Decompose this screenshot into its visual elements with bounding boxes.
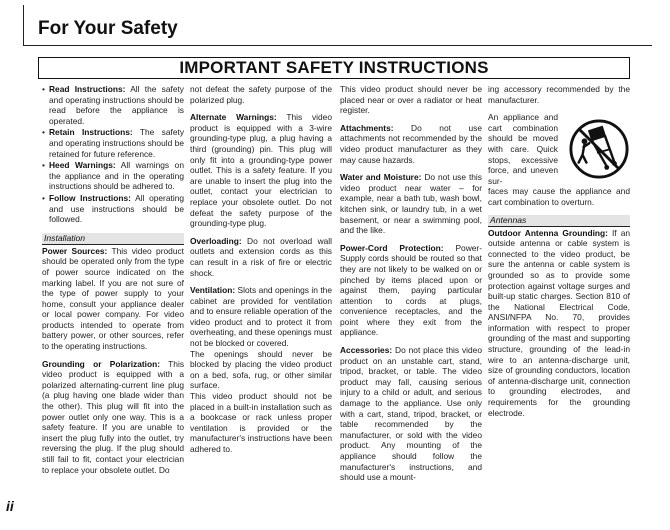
cart-warning-block [488, 112, 630, 186]
page-title: For Your Safety [38, 18, 178, 39]
ventilation-paragraph [190, 285, 332, 349]
item-text: All warnings on the appliance and in the operating instructions should be adhered to. [49, 160, 184, 192]
cart-tipover-warning-icon [568, 118, 630, 180]
paragraph-heading: Overloading: [190, 235, 242, 246]
paragraph-text: If an outside antenna or cable system is connected to the video product, be sure the antenna or cable system is grounded so as to provide some protection against voltage surges and built-up static charges. Section 810 of the National Electrical Code, ANSI/NFPA No. 70, provides information with respect to proper grounding of the mast and supporting structure, grounding of the lead-in wire to an antenna-discharge unit, size of grounding conductors, location of antenna-discharge unit, connection to grounding electrodes, and requirements for the grounding electrode. [488, 227, 631, 418]
column-3 [340, 84, 482, 490]
power-cord-paragraph [340, 243, 482, 338]
paragraph-text: Do not use this video product near water – for example, near a bath tub, wash bowl, kitchen sink, or laundry tub, in a wet basement, or near a swimming pool, and the like. [340, 172, 482, 236]
cart-warning-text-continued: faces may cause the appliance and cart combination to overturn. [488, 186, 630, 207]
column-1 [42, 84, 184, 482]
section-heading-antennas: Antennas [488, 215, 630, 227]
item-text: All the safety and operating instructions should be read before the appliance is operated. [49, 84, 184, 126]
section-heading-installation: Installation [42, 233, 184, 245]
paragraph-heading: Alternate Warnings: [190, 112, 277, 123]
continued-paragraph: This video product should never be placed near or over a radiator or heat register. [340, 84, 482, 116]
grounding-paragraph [42, 359, 184, 476]
paragraph-heading: Water and Moisture: [340, 172, 422, 183]
paragraph-text: This video product is equipped with a polarized alternating-current line plug (a plug having one blade wider than the other). This plug will fit into the power outlet only one way. This is a safety feature. If you are unable to insert the plug fully into the outlet, try reversing the plug. If the plug should still fail to fit, contact your electrician to replace your obsolete outlet. Do [42, 358, 185, 475]
instructions-banner: IMPORTANT SAFETY INSTRUCTIONS [38, 57, 630, 79]
paragraph-heading: Accessories: [340, 345, 393, 356]
ventilation-paragraph-3: This video product should not be placed in a built-in installation such as a bookcase or rack unless proper ventilation is provided or the manufacturer's instructions have been adhered to. [190, 391, 332, 454]
paragraph-text: This video product is equipped with a 3-wire grounding-type plug, a plug having a third (grounding) pin. This plug will only fit into a grounding-type power outlet. This is a safety feature. If you are unable to insert the plug into the outlet, contact your electrician to replace your obsolete outlet. Do not defeat the safety purpose of the grounding-type plug. [190, 112, 332, 229]
list-item [42, 193, 184, 225]
paragraph-text: Power-Supply cords should be routed so that they are not likely to be walked on or pinched by items placed upon or against them, paying particular attention to cords at plugs, convenience receptacles, and the point where they exit from the appliance. [340, 242, 482, 338]
water-moisture-paragraph [340, 172, 482, 236]
paragraph-heading: Ventilation: [190, 285, 236, 296]
item-heading: Heed Warnings: [49, 160, 116, 171]
item-text: The safety and operating instructions should be retained for future reference. [49, 127, 185, 159]
paragraph-text: Do not place this video product on an unstable cart, stand, tripod, bracket, or table. The video product may fall, causing serious injury to a child or adult, and serious damage to the appliance. Use only with a cart, stand, tripod, bracket, or table recommended by the manufacturer, or sold with the video product. Any mounting of the appliance should follow the manufacturer's instructions, and should use a mount- [340, 345, 482, 483]
accessories-paragraph [340, 345, 482, 483]
column-4 [488, 84, 630, 425]
paragraph-heading: Outdoor Antenna Grounding: [488, 227, 608, 238]
list-item [42, 84, 184, 126]
power-sources-paragraph [42, 246, 184, 352]
item-text: All operating and use instructions should be followed. [49, 192, 185, 225]
continued-paragraph: ing accessory recommended by the manufacturer. [488, 84, 630, 105]
item-heading: Follow Instructions: [49, 192, 131, 203]
paragraph-text: Do not use attachments not recommended by the video product manufacturer as they may cause hazards. [340, 122, 482, 165]
paragraph-heading: Attachments: [340, 122, 394, 133]
paragraph-text: This video product should be operated only from the type of power source indicated on the marking label. If you are not sure of the type of power supply to your home, consult your appliance dealer or local power company. For video products intended to operate from battery power, or other sources, refer to the operating instructions. [42, 245, 184, 352]
overloading-paragraph [190, 236, 332, 278]
column-2 [190, 84, 332, 462]
item-heading: Read Instructions: [49, 84, 126, 94]
ventilation-paragraph-2: The openings should never be blocked by placing the video product on a bed, sofa, rug, or other similar surface. [190, 348, 332, 391]
page-rule-horizontal [23, 45, 652, 46]
list-item [42, 127, 184, 159]
attachments-paragraph [340, 123, 482, 165]
bullet-list [42, 84, 184, 225]
cart-warning-text: An appliance and cart combination should be moved with care. Quick stops, excessive force, and uneven sur- [488, 112, 558, 186]
outdoor-antenna-paragraph [488, 228, 630, 419]
continued-paragraph: not defeat the safety purpose of the polarized plug. [190, 84, 332, 105]
alternate-warnings-paragraph [190, 112, 332, 229]
page-number: ii [6, 498, 14, 514]
paragraph-text: Do not overload wall outlets and extension cords as this can result in a risk of fire or electric shock. [190, 235, 332, 278]
paragraph-text: Slots and openings in the cabinet are provided for ventilation and to ensure reliable operation of the video product and to protect it from overheating, and these openings must not be blocked or covered. [190, 285, 333, 349]
page-rule-vertical [23, 5, 24, 45]
paragraph-heading: Power-Cord Protection: [340, 242, 444, 253]
paragraph-heading: Grounding or Polarization: [42, 358, 161, 369]
item-heading: Retain Instructions: [49, 127, 133, 138]
list-item [42, 160, 184, 192]
paragraph-heading: Power Sources: [42, 245, 108, 256]
